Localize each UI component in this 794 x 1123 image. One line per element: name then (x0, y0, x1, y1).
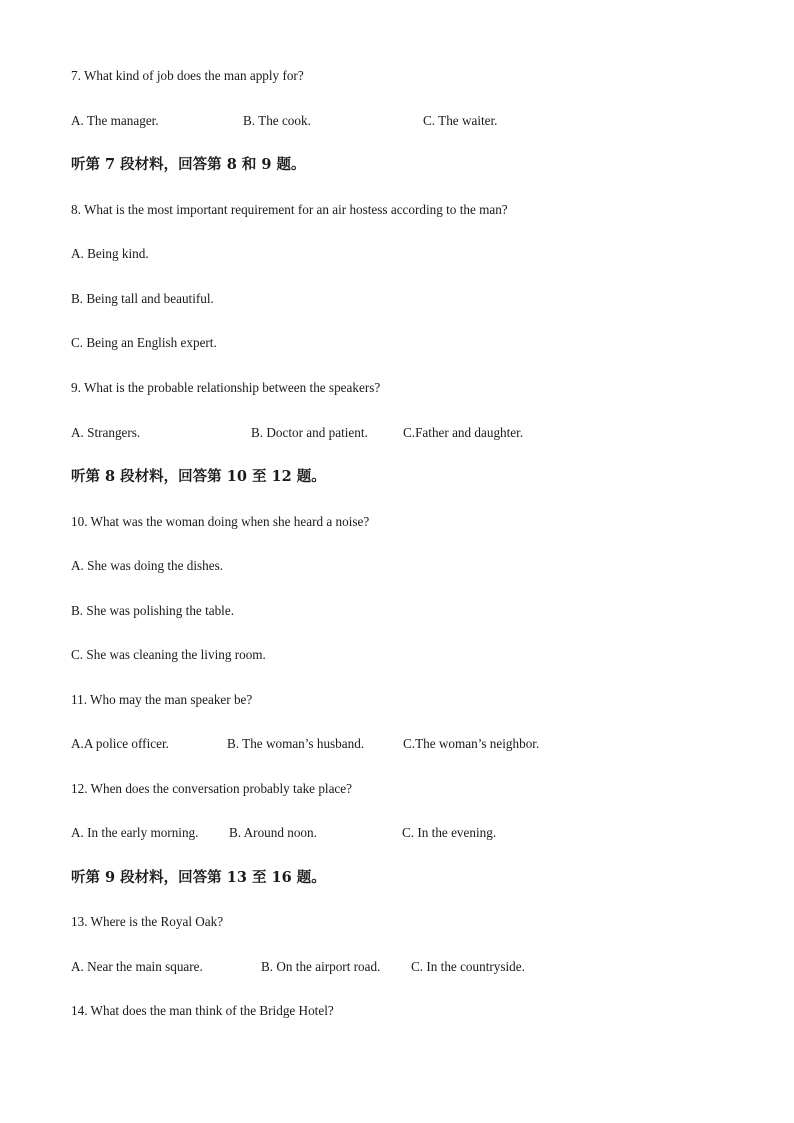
q8-option-c: C. Being an English expert. (71, 335, 217, 350)
q9-option-a: A. Strangers. (71, 425, 141, 440)
question-11: 11. Who may the man speaker be? (71, 692, 253, 707)
q9-option-b: B. Doctor and patient. (251, 425, 368, 440)
q10-option-a: A. She was doing the dishes. (71, 558, 224, 573)
section-heading-9: 听第 9 段材料，回答第 13 至 16 题。 (71, 869, 326, 886)
q10-option-c: C. She was cleaning the living room. (71, 647, 266, 662)
q7-option-a: A. The manager. (71, 113, 159, 128)
q7-option-b: B. The cook. (243, 113, 311, 128)
question-8: 8. What is the most important requirement for an air hostess according to the man? (71, 202, 508, 217)
q9-option-c: C.Father and daughter. (403, 425, 524, 440)
q11-option-b: B. The woman’s husband. (227, 736, 365, 751)
q8-option-b: B. Being tall and beautiful. (71, 291, 214, 306)
q11-option-a: A.A police officer. (71, 736, 169, 751)
question-9: 9. What is the probable relationship between the speakers? (71, 380, 381, 395)
section-heading-8: 听第 8 段材料，回答第 10 至 12 题。 (71, 468, 326, 485)
section-heading-7: 听第 7 段材料，回答第 8 和 9 题。 (71, 156, 306, 173)
question-13: 13. Where is the Royal Oak? (71, 914, 224, 929)
q13-option-c: C. In the countryside. (411, 959, 525, 974)
q12-option-b: B. Around noon. (229, 825, 317, 840)
question-10: 10. What was the woman doing when she heard a noise? (71, 514, 370, 529)
question-12: 12. When does the conversation probably take place? (71, 781, 352, 796)
question-7: 7. What kind of job does the man apply for? (71, 68, 304, 83)
q12-option-c: C. In the evening. (402, 825, 497, 840)
q10-option-b: B. She was polishing the table. (71, 603, 234, 618)
q11-option-c: C.The woman’s neighbor. (403, 736, 540, 751)
q13-option-a: A. Near the main square. (71, 959, 203, 974)
q8-option-a: A. Being kind. (71, 246, 149, 261)
q13-option-b: B. On the airport road. (261, 959, 381, 974)
q7-option-c: C. The waiter. (423, 113, 498, 128)
q12-option-a: A. In the early morning. (71, 825, 199, 840)
question-14: 14. What does the man think of the Bridge Hotel? (71, 1003, 334, 1018)
